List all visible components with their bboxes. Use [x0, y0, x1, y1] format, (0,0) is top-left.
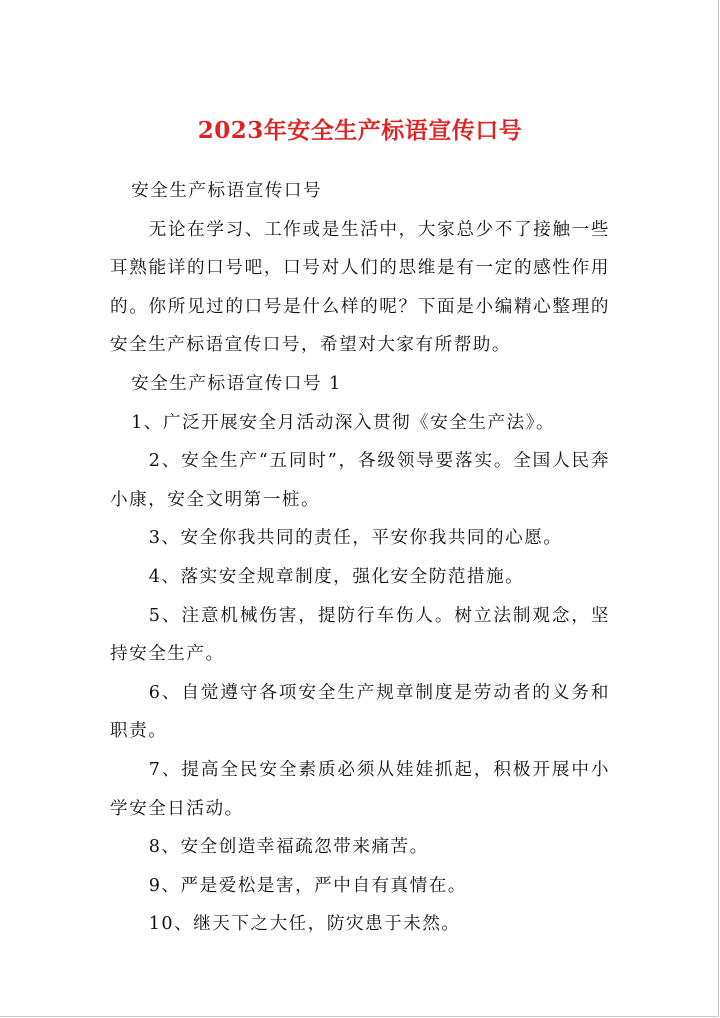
- slogan-item: 2、安全生产“五同时”，各级领导要落实。全国人民奔小康，安全文明第一桩。: [110, 451, 610, 510]
- slogan-item: 4、落实安全规章制度，强化安全防范措施。: [148, 566, 525, 587]
- slogan-item: 7、提高全民安全素质必须从娃娃抓起，积极开展中小学安全日活动。: [110, 759, 610, 819]
- document-body: [110, 172, 610, 944]
- slogan-item: 8、安全创造幸福疏忽带来痛苦。: [148, 837, 429, 858]
- section-heading: 安全生产标语宣传口号 1: [131, 373, 342, 394]
- slogan-item: 3、安全你我共同的责任，平安你我共同的心愿。: [148, 528, 563, 549]
- slogan-item: 10、继天下之大任，防灾患于未然。: [148, 914, 461, 935]
- subtitle: 安全生产标语宣传口号: [131, 181, 323, 201]
- slogan-item: 9、严是爱松是害，严中自有真情在。: [148, 875, 467, 896]
- slogan-item: 5、注意机械伤害，提防行车伤人。树立法制观念，坚持安全生产。: [110, 605, 610, 665]
- intro-paragraph: 无论在学习、工作或是生活中，大家总少不了接触一些耳熟能详的口号吧，口号对人们的思维是有一定的感性作用的。你所见过的口号是什么样的呢？下面是小编精心整理的安全生产标语宣传口号，希望对大家有所帮助。: [110, 219, 610, 356]
- slogan-item: 6、自觉遵守各项安全生产规章制度是劳动者的义务和职责。: [110, 682, 610, 742]
- document-title: 2023年安全生产标语宣传口号: [197, 117, 523, 144]
- slogan-item: 1、广泛开展安全月活动深入贯彻《安全生产法》。: [131, 412, 556, 433]
